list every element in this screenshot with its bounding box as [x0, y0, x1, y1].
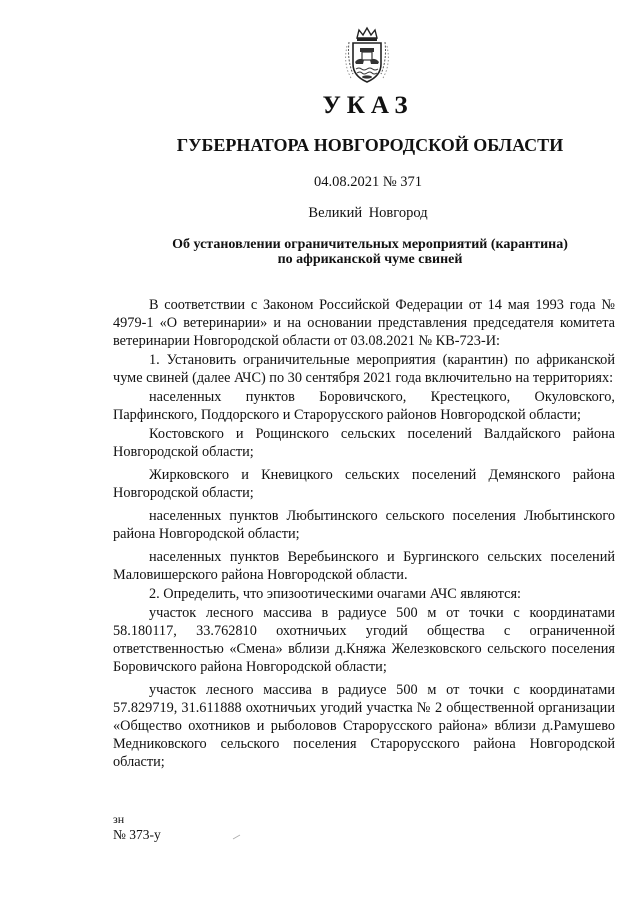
paragraph-territory: Жирковского и Кневицкого сельских поселений Демянского района Новгородской области;: [113, 467, 615, 501]
heading-line-1: Об установлении ограничительных мероприятий (карантина): [172, 237, 568, 252]
paragraph-territory: населенных пунктов Боровичского, Крестецкого, Окуловского, Парфинского, Поддорского и Старорусского районов Новгородской области;: [113, 389, 615, 423]
document-body: [113, 296, 615, 771]
paragraph-item-2: 2. Определить, что эпизоотическими очагами АЧС являются:: [149, 586, 521, 602]
document-heading: [150, 237, 590, 267]
paragraph-territory: населенных пунктов Любытинского сельского поселения Любытинского района Новгородской области;: [113, 508, 615, 542]
city-name: Великий Новгород: [308, 205, 428, 221]
footer-code: зн: [113, 812, 125, 826]
footer-number: № 373-у: [113, 827, 161, 842]
paragraph-item-1: 1. Установить ограничительные мероприятия (карантин) по африканской чуме свиней (далее АЧС) по 30 сентября 2021 года включительно на территориях:: [113, 352, 615, 386]
document-type-title: УКАЗ: [322, 92, 414, 119]
paragraph-territory: Костовского и Рощинского сельских поселений Валдайского района Новгородской области;: [113, 426, 615, 460]
paragraph-preamble: В соответствии с Законом Российской Федерации от 14 мая 1993 года № 4979-1 «О ветеринарии» и на основании представления председателя комитета ветеринарии Новгородской области от 03.08.2021 № КВ-723-И:: [113, 297, 615, 349]
issuer-title: ГУБЕРНАТОРА НОВГОРОДСКОЙ ОБЛАСТИ: [176, 135, 564, 155]
footer-registration: [113, 812, 161, 842]
paragraph-outbreak: участок лесного массива в радиусе 500 м от точки с координатами 58.180117, 33.762810 охотничьих угодий общества с ограниченной ответственностью «Смена» вблизи д.Княжа Железковского сельского поселения Боровичского района Новгородской области;: [113, 605, 615, 675]
heading-line-2: по африканской чуме свиней: [277, 252, 463, 267]
paragraph-outbreak: участок лесного массива в радиусе 500 м от точки с координатами 57.829719, 31.611888 охотничьих угодий участка № 2 общественной организации «Общество охотников и рыболовов Старорусского района» вблизи д.Рамушево Медниковского сельского поселения Старорусского района Новгородской области;: [113, 682, 615, 770]
scan-mark: [232, 834, 242, 840]
coat-of-arms-icon: [339, 24, 395, 88]
paragraph-territory: населенных пунктов Веребьинского и Бургинского сельских поселений Маловишерского района Новгородской области.: [113, 549, 615, 583]
date-number: 04.08.2021 № 371: [313, 174, 423, 190]
